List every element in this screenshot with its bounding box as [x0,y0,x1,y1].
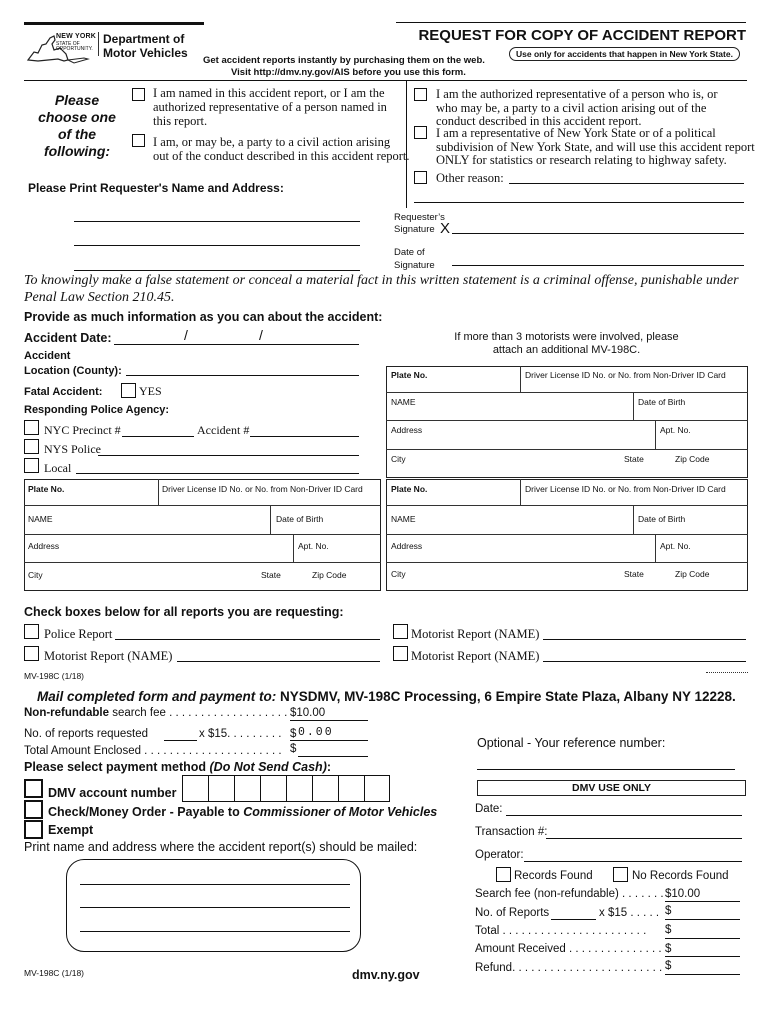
dmv-num-reports-dollar: $ [665,905,672,917]
motorist-report-label-3: Motorist Report (NAME) [411,649,540,663]
m1-address-label: Address [391,425,423,435]
mailing-address-line-2[interactable] [80,907,350,908]
dmv-amount-received-dollar: $ [665,943,672,955]
signature-label: Requester’s Signature [394,212,445,235]
dmv-search-fee-label: Search fee (non-refundable) . . . . . . . [475,888,664,900]
m1-city-label: City [391,454,406,464]
m2-col-sep-dob [270,505,271,534]
more-motorists-note: If more than 3 motorists were involved, please attach an additional MV-198C. [454,331,679,356]
police-agency-label: Responding Police Agency: [24,404,170,416]
m1-zip-label: Zip Code [675,454,710,464]
optional-reference-field[interactable] [477,769,735,770]
checkbox-check-money-order[interactable] [24,800,43,819]
num-reports-amount-underline[interactable] [290,740,368,741]
signature-x: X [440,220,451,237]
m2-row-sep-3 [24,562,381,563]
optional-reference-label: Optional - Your reference number: [477,736,666,750]
footer-form-code: MV-198C (1/18) [24,968,84,978]
m3-dob-label: Date of Birth [638,514,686,524]
dmv-num-reports-x15: x $15 . . . . . [599,907,660,919]
option-other-reason-label: Other reason: [436,171,504,185]
dmv-search-fee-value: $10.00 [665,888,701,900]
total-enclosed-dollar: $ [290,743,297,755]
m1-state-label: State [624,454,644,464]
m3-col-sep-plate [520,479,521,505]
requester-address-field-2[interactable] [74,270,360,271]
date-slash-1: / [184,327,188,343]
dmv-use-only-header: DMV USE ONLY [477,780,746,796]
provide-info-heading: Provide as much information as you can about the accident: [24,310,383,324]
dmv-operator-field[interactable] [524,861,742,862]
fatal-yes-label: YES [139,384,162,398]
mail-instruction: Mail completed form and payment to: NYSDMV, MV-198C Processing, 6 Empire State Plaza, Albany NY 12228. [37,689,736,704]
dmv-transaction-field[interactable] [546,838,742,839]
checkbox-police-report[interactable] [24,624,39,639]
m3-address-label: Address [391,541,423,551]
m1-apt-label: Apt. No. [660,425,691,435]
dmv-date-label: Date: [475,803,503,815]
badge-ny-only: Use only for accidents that happen in New York State. [509,47,740,61]
option-civil-action-party: I am, or may be, a party to a civil action arising out of the conduct described in this accident report. [153,135,410,163]
m1-row-sep-2 [386,420,748,421]
web-note-line1: Get accident reports instantly by purchasing them on the web. [203,55,485,66]
dmv-total-dollar: $ [665,924,672,936]
checkbox-motorist-report-3[interactable] [393,646,408,661]
checkbox-fatal-yes[interactable] [121,383,136,398]
m3-col-sep-dob [633,505,634,534]
checkbox-local[interactable] [24,458,39,473]
m3-zip-label: Zip Code [675,569,710,579]
dmv-date-field[interactable] [506,815,742,816]
other-reason-field[interactable] [509,183,744,184]
checkbox-motorist-report-1[interactable] [24,646,39,661]
accident-date-label: Accident Date: [24,331,112,345]
dotted-rule [706,672,748,673]
other-reason-field-line2[interactable] [414,202,744,203]
dmv-operator-label: Operator: [475,849,524,861]
m3-plate-label: Plate No. [391,484,428,494]
m1-dob-label: Date of Birth [638,397,686,407]
nyc-precinct-field[interactable] [122,436,194,437]
accident-number-label: Accident # [197,423,250,437]
m1-col-sep-dob [633,392,634,420]
dmv-search-fee-underline [665,901,740,902]
nys-police-field[interactable] [98,455,359,456]
check-money-order-label: Check/Money Order - Payable to Commissioner of Motor Vehicles [48,805,438,819]
motorist-report-label-1: Motorist Report (NAME) [44,649,173,663]
nyc-precinct-label: NYC Precinct # [44,423,121,437]
mailing-address-line-3[interactable] [80,931,350,932]
web-note-line2: Visit http://dmv.ny.gov/AIS before you use this form. [231,67,466,78]
checkbox-motorist-report-2[interactable] [393,624,408,639]
m3-city-label: City [391,569,406,579]
m1-row-sep-1 [386,392,748,393]
local-label: Local [44,461,72,475]
dmv-amount-received-field[interactable] [665,956,740,957]
choose-label: Please choose one of the following: [38,92,116,159]
dmv-refund-field[interactable] [665,974,740,975]
police-report-field[interactable] [115,639,380,640]
dmv-refund-label: Refund. . . . . . . . . . . . . . . . . . . . . . . . [475,962,663,974]
m3-name-label: NAME [391,514,416,524]
m2-col-sep-plate [158,479,159,505]
requester-address-field-1[interactable] [74,245,360,246]
local-field[interactable] [76,473,359,474]
dmv-total-field[interactable] [665,938,740,939]
logo-divider [98,32,99,56]
m2-col-sep-apt [293,534,294,562]
dmv-num-reports-amount[interactable] [665,919,740,920]
m3-state-label: State [624,569,644,579]
m1-plate-label: Plate No. [391,370,428,380]
total-enclosed-field[interactable] [298,756,368,757]
checkbox-dmv-account[interactable] [24,779,43,798]
dmv-num-reports-field[interactable] [551,919,596,920]
m2-row-sep-1 [24,505,381,506]
checkbox-named-in-report[interactable] [132,88,145,101]
checkbox-nys-representative[interactable] [414,126,427,139]
page-title: REQUEST FOR COPY OF ACCIDENT REPORT [418,27,746,44]
checkbox-nys-police[interactable] [24,439,39,454]
m2-city-label: City [28,570,43,580]
dmv-account-number-boxes[interactable] [182,775,390,802]
m2-state-label: State [261,570,281,580]
accident-location-label: Accident Location (County): [24,350,122,377]
dept-line1: Department of [103,32,185,46]
m2-name-label: NAME [28,514,53,524]
logo-sub1-text: STATE OF [56,41,80,47]
mailing-address-line-1[interactable] [80,884,350,885]
motorist-report-field-3[interactable] [543,661,746,662]
checkbox-exempt[interactable] [24,820,43,839]
m1-row-sep-3 [386,449,748,450]
num-reports-label: No. of reports requested [24,728,149,740]
accident-number-field[interactable] [250,436,359,437]
m3-row-sep-2 [386,534,748,535]
print-mailing-label: Print name and address where the accident report(s) should be mailed: [24,840,418,854]
num-reports-dollar: $ [290,728,297,740]
no-records-found-label: No Records Found [632,870,729,882]
requester-name-field[interactable] [74,221,360,222]
dmv-refund-dollar: $ [665,960,672,972]
option-named-in-report: I am named in this accident report, or I am the authorized representative of a person named in this report. [153,86,387,128]
dmv-amount-received-label: Amount Received . . . . . . . . . . . . . . . [475,943,662,955]
date-slash-2: / [259,327,263,343]
logo-sub2-text: OPPORTUNITY. [56,46,93,52]
police-report-label: Police Report [44,627,113,641]
logo-state-text: NEW YORK [56,33,96,40]
nonrefundable-fee-line: Non-refundable search fee . . . . . . . . . . . . . . . . . . . [24,707,288,719]
exempt-label: Exempt [48,823,94,837]
signature-field[interactable] [452,233,744,234]
m3-row-sep-3 [386,562,748,563]
m2-dl-label: Driver License ID No. or No. from Non-Driver ID Card [162,484,363,494]
m3-row-sep-1 [386,505,748,506]
requester-print-label: Please Print Requester's Name and Address: [28,181,284,195]
checkbox-authorized-rep-civil[interactable] [414,88,427,101]
m1-col-sep-apt [655,420,656,449]
checkbox-nyc-precinct[interactable] [24,420,39,435]
nys-police-label: NYS Police [44,442,101,456]
signature-date-field[interactable] [452,265,744,266]
date-signature-label: Date of Signature [394,247,435,271]
checkbox-other-reason[interactable] [414,171,427,184]
motorist-report-label-2: Motorist Report (NAME) [411,627,540,641]
option-nys-representative: I am a representative of New York State or of a political subdivision of New York State, and will use this accident report ONLY for statistics or research relating to highway safety. [436,126,755,167]
motorist-report-field-2[interactable] [543,639,746,640]
fatal-accident-label: Fatal Accident: [24,386,103,398]
footer-website: dmv.ny.gov [352,968,420,982]
header-top-rule-right [396,22,746,23]
accident-county-field[interactable] [126,375,359,376]
num-reports-amount: 0.00 [298,726,334,739]
choose-top-border [24,80,747,81]
nonrefundable-fee-underline [290,720,368,721]
m2-zip-label: Zip Code [312,570,347,580]
checkbox-civil-action-party[interactable] [132,134,145,147]
m2-dob-label: Date of Birth [276,514,324,524]
num-reports-x15: x $15. . . . . . . . . [199,728,282,740]
nonrefundable-fee-value: $10.00 [290,707,326,719]
m2-apt-label: Apt. No. [298,541,329,551]
m1-name-label: NAME [391,397,416,407]
reports-heading: Check boxes below for all reports you are requesting: [24,605,344,619]
m3-apt-label: Apt. No. [660,541,691,551]
form-code-mid: MV-198C (1/18) [24,671,84,681]
m1-col-sep-plate [520,366,521,392]
total-enclosed-label: Total Amount Enclosed . . . . . . . . . . . . . . . . . . . . . . [24,745,282,757]
dmv-num-reports-label: No. of Reports [475,907,550,919]
records-found-label: Records Found [514,870,593,882]
dept-line2: Motor Vehicles [103,46,188,60]
dmv-transaction-label: Transaction #: [475,826,548,838]
m1-dl-label: Driver License ID No. or No. from Non-Driver ID Card [525,370,726,380]
accident-date-field[interactable] [114,344,359,345]
m2-row-sep-2 [24,534,381,535]
mailing-address-box[interactable] [66,859,361,952]
checkbox-no-records-found[interactable] [613,867,628,882]
option-authorized-rep-civil: I am the authorized representative of a person who is, or who may be, a party to a civil action arising out of the conduct described in this accident report. [436,87,718,128]
dmv-account-label: DMV account number [48,786,177,800]
motorist-report-field-1[interactable] [177,661,380,662]
checkbox-records-found[interactable] [496,867,511,882]
m2-address-label: Address [28,541,60,551]
dmv-total-label: Total . . . . . . . . . . . . . . . . . . . . . . . [475,925,647,937]
false-statement-warning: To knowingly make a false statement or conceal a material fact in this written statement is a criminal offense, punishable under Penal Law Section 210.45. [24,273,739,305]
payment-method-heading: Please select payment method (Do Not Send Cash): [24,760,332,774]
header-top-rule [24,22,204,25]
m3-dl-label: Driver License ID No. or No. from Non-Driver ID Card [525,484,726,494]
num-reports-field[interactable] [164,740,197,741]
m3-col-sep-apt [655,534,656,562]
m2-plate-label: Plate No. [28,484,65,494]
